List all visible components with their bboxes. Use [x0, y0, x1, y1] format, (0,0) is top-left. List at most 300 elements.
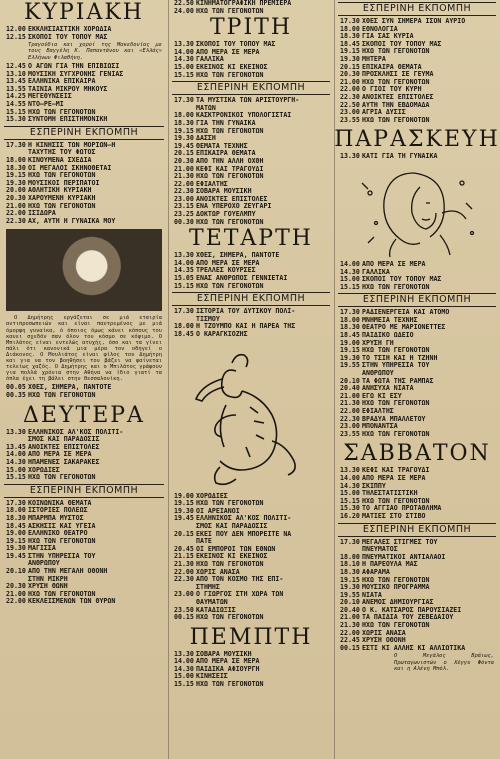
program-row	[174, 267, 330, 275]
program-title: Η ΤΖΟΥΜΠΟ ΚΑΙ Η ΠΑΡΕΑ ΤΗΣ	[196, 323, 296, 331]
program-time: 18.45	[340, 39, 360, 48]
program-title: ΣΤΗΝ ΥΠΗΡΕΣΙΑ ΤΟΥ	[362, 362, 430, 370]
program-time: 20.15	[174, 149, 194, 158]
program-title: ΕΦΙΑΛΤΗΣ	[362, 408, 394, 415]
program-title: ΕΦΙΑΛΤΗΣ	[196, 180, 228, 188]
program-title: ΙΣΤΟΡΙΕΣ ΠΟΛΕΩΣ	[28, 507, 88, 515]
program-row	[6, 576, 164, 584]
program-title: ΗΧΩ ΤΩΝ ΓΕΓΟΝΟΤΩΝ	[196, 218, 264, 226]
program-time: 15.15	[6, 107, 26, 116]
program-title: ΑΠΟ ΜΕΡΑ ΣΕ ΜΕΡΑ	[28, 451, 92, 459]
program-title: ΑΠΟ ΜΕΡΑ ΣΕ ΜΕΡΑ	[196, 658, 260, 666]
program-title: ΗΧΩ ΤΩΝ ΓΕΓΟΝΟΤΩΝ	[196, 127, 264, 135]
program-time: 21.30	[340, 621, 360, 630]
program-time: 13.30	[340, 466, 360, 475]
program-time: 17.30	[340, 308, 360, 317]
program-row	[340, 324, 496, 332]
program-time: 21.30	[174, 559, 194, 568]
day-title-tetarti: ΤΕΤΑΡΤΗ	[189, 226, 313, 252]
program-time: 20.40	[340, 384, 360, 393]
program-title: ΓΙΑ ΣΑΣ ΚΥΡΙΑ	[362, 33, 414, 41]
program-time: 15.05	[174, 274, 194, 283]
program-title: ΑΠΟ ΜΕΡΑ ΣΕ ΜΕΡΑ	[362, 260, 426, 268]
program-row	[174, 666, 330, 674]
program-time: 20.15	[174, 529, 194, 538]
program-time: 15.15	[174, 70, 194, 79]
program-title: ΕΚΕΙΝΟΣ ΚΙ ΕΚΕΙΝΟΣ	[196, 63, 268, 71]
program-title: ΤΑ ΦΩΤΑ ΤΗΣ ΡΑΜΠΑΣ	[362, 377, 434, 385]
program-time: 20.10	[6, 567, 26, 576]
program-title: ΕΚΕΙΝΟΣ ΚΙ ΕΚΕΙΝΟΣ	[196, 553, 268, 561]
program-row	[6, 93, 164, 101]
program-title: ΧΩΡΙΣ ΑΝΑΣΑ	[362, 629, 406, 637]
program-time: 14.35	[174, 266, 194, 275]
program-title: ΝΙΑΤΑ	[362, 591, 382, 599]
program-row	[174, 591, 330, 599]
program-row	[174, 599, 330, 607]
program-row	[340, 592, 496, 600]
program-row	[340, 584, 496, 592]
program-time: 14.25	[6, 92, 26, 101]
program-time: 21.00	[340, 77, 360, 86]
program-time: 19.15	[340, 575, 360, 584]
program-row	[174, 56, 330, 64]
program-title: ΗΧΩ ΤΩΝ ΓΕΓΟΝΟΤΩΝ	[28, 590, 96, 598]
evening-band: ΕΣΠΕΡΙΝΗ ΕΚΠΟΜΠΗ	[172, 292, 330, 306]
day-title-kyriaki: ΚΥΡΙΑΚΗ	[24, 0, 144, 25]
program-row	[340, 614, 496, 622]
woman-illustration	[342, 163, 492, 259]
program-row	[174, 173, 330, 181]
program-title: ΕΠΙΚΑΙΡΑ ΘΕΜΑΤΑ	[362, 63, 422, 71]
program-row	[340, 490, 496, 498]
program-title: ΗΧΩ ΤΩΝ ΓΕΓΟΝΟΤΩΝ	[196, 500, 264, 508]
program-title: ΜΟΥΣΙΚΟΙ ΠΕΡΙΠΑΤΟΙ	[28, 179, 100, 187]
program-title: ΤΗΛΕΣΤΑΤΙΣΤΙΚΗ	[362, 490, 418, 498]
program-title: ΟΙ ΕΜΠΟΡΟΙ ΤΩΝ ΕΘΝΩΝ	[196, 545, 276, 553]
program-row	[174, 188, 330, 196]
program-row	[6, 507, 164, 515]
evening-band: ΕΣΠΕΡΙΝΗ ΕΚΠΟΜΠΗ	[338, 523, 496, 537]
program-time: 17.30	[340, 17, 360, 25]
program-row	[340, 276, 496, 284]
program-title: ΤΑΧΥΤΗΣ ΤΟΥ ΦΩΤΟΣ	[28, 149, 96, 157]
program-time: 20.45	[174, 544, 194, 553]
program-title: ΤΑ ΜΥΣΤΙΚΑ ΤΩΝ ΑΡΙΣΤΟΥΡΓΗ-	[196, 97, 300, 105]
program-time: 20.40	[340, 605, 360, 614]
program-row	[340, 56, 496, 64]
program-time: 22.30	[174, 575, 194, 584]
program-row	[6, 218, 164, 226]
program-row	[174, 181, 330, 189]
program-time: 19.30	[6, 178, 26, 187]
program-row	[6, 444, 164, 452]
program-title: ΧΟΡΩΔΙΕΣ	[196, 492, 228, 500]
column-left	[0, 0, 168, 759]
program-row	[6, 101, 164, 109]
program-title: Ο ΑΓΩΝ ΓΙΑ ΤΗΝ ΕΠΙΒΙΩΣΙ	[28, 63, 120, 71]
program-title: ΕΝΑ ΥΠΕΡΟΧΟ ΖΕΥΓΑΡΙ	[196, 203, 272, 211]
program-title: ΗΧΩ ΤΩΝ ΓΕΓΟΝΟΤΩΝ	[362, 576, 430, 584]
program-title: ΕΛΛΗΝΙΚΟΣ ΑΛ'ΚΟΣ ΠΟΛΙΤΙ-	[196, 515, 292, 523]
program-row	[6, 560, 164, 568]
program-time: 20.10	[340, 376, 360, 385]
column-right	[334, 0, 500, 759]
program-time: 19.15	[6, 536, 26, 545]
program-time: 22.00	[6, 209, 26, 218]
program-row	[6, 34, 164, 42]
program-title: Ο Κ. ΚΑΤΣΑΡΟΣ ΠΑΡΟΥΣΙΑΖΕΙ	[362, 606, 462, 614]
program-row	[174, 196, 330, 204]
program-title: ΠΑΙΔΙΚΟ ΩΔΕΙΟ	[362, 332, 414, 340]
program-time: 18.00	[340, 24, 360, 33]
program-time: 18.00	[6, 156, 26, 165]
evening-band: ΕΣΠΕΡΙΝΗ ΕΚΠΟΜΠΗ	[338, 2, 496, 16]
program-row	[174, 681, 330, 689]
program-row	[340, 109, 496, 117]
program-time: 14.00	[174, 47, 194, 56]
program-time: 17.30	[6, 498, 26, 507]
program-time: 19.00	[6, 529, 26, 538]
tetarti-list-3	[168, 493, 334, 622]
program-title: ΕΣΤΙ ΚΙ ΑΛΛΗΣ ΚΙ ΑΛΛΙΩΤΙΚΑ	[362, 644, 466, 652]
program-row	[174, 673, 330, 681]
program-row	[340, 513, 496, 521]
program-title: ΣΜΟΣ ΚΑΙ ΠΑΡΑΔΟΣΙΣ	[28, 436, 100, 444]
program-title: ΤΡΕΛΛΕΣ ΚΟΥΡΣΕΣ	[196, 267, 256, 275]
program-row	[6, 530, 164, 538]
program-time: 13.10	[6, 69, 26, 78]
program-title: ΣΥΝΤΟΜΗ ΕΠΙΣΤΗΜΟΝΙΚΗ	[28, 116, 108, 124]
program-row	[6, 172, 164, 180]
program-row	[340, 498, 496, 506]
program-time: 22.30	[340, 92, 360, 101]
program-row	[340, 408, 496, 416]
program-time: 18.45	[174, 330, 194, 338]
program-time: 15.15	[174, 680, 194, 689]
program-row	[6, 149, 164, 157]
program-title: ΣΤΗΜΗΣ	[196, 583, 220, 591]
program-title: Ο ΚΑΡΑΓΚΙΟΖΗΣ	[196, 331, 248, 338]
program-row	[6, 180, 164, 188]
program-title: ΝΤΟ—ΡΕ—ΜΙ	[28, 101, 64, 109]
program-time: 18.30	[6, 163, 26, 172]
program-row	[174, 8, 330, 16]
program-time: 21.00	[6, 589, 26, 598]
program-time: 19.00	[174, 491, 194, 500]
program-row	[340, 332, 496, 340]
paraskevi-list	[334, 153, 500, 161]
program-row	[340, 309, 496, 317]
program-title: ΚΑΣΚΤΡΟΝΙΚΟΙ ΥΠΟΛΟΓΙΣΤΑΙ	[196, 112, 292, 120]
kyriaki-list-2	[0, 63, 168, 124]
program-row	[174, 651, 330, 659]
program-time: 14.55	[6, 100, 26, 109]
program-time: 14.30	[174, 55, 194, 64]
program-row	[6, 568, 164, 576]
program-row	[6, 142, 164, 150]
program-time: 14.00	[6, 450, 26, 459]
day-title-pempti: ΠΕΜΠΤΗ	[189, 624, 313, 650]
program-title: ΕΓΩ ΚΙ ΕΣΥ	[362, 392, 402, 400]
program-row	[340, 378, 496, 386]
program-row	[174, 143, 330, 151]
program-row	[174, 64, 330, 72]
program-title: ΣΚΙΠΠΥ	[362, 482, 386, 490]
program-row	[340, 102, 496, 110]
program-title: ΚΑΤΑΔΙΩΞΙΣ	[196, 606, 236, 614]
program-title: ΜΕΓΑΛΕΣ ΣΤΙΓΜΕΣ ΤΟΥ	[362, 538, 438, 546]
program-row	[174, 508, 330, 516]
program-time: 15.00	[174, 672, 194, 681]
program-time: 12.00	[6, 25, 26, 33]
program-row	[340, 569, 496, 577]
program-row	[174, 538, 330, 546]
program-title: ΣΚΟΠΟΙ ΤΟΥ ΤΟΠΟΥ ΜΑΣ	[362, 276, 442, 284]
program-time: 19.30	[340, 583, 360, 592]
program-row	[340, 539, 496, 547]
program-title: ΗΧΩ ΤΩΝ ΓΕΓΟΝΟΤΩΝ	[28, 474, 96, 482]
program-title: ΤΑ ΠΑΙΔΙΑ ΤΟΥ ΖΕΒΕΔΑΙΟΥ	[362, 614, 454, 622]
program-title: Ο ΓΙΩΡΓΟΣ ΣΤΗ ΧΩΡΑ ΤΩΝ	[196, 591, 284, 599]
program-title: ΗΧΩ ΤΩΝ ΓΕΓΟΝΟΤΩΝ	[28, 391, 96, 399]
program-row	[340, 86, 496, 94]
program-row	[340, 561, 496, 569]
program-time: 19.15	[6, 171, 26, 180]
program-title: ΚΑΤΙ ΓΙΑ ΤΗ ΓΥΝΑΙΚΑ	[362, 153, 438, 161]
program-row	[340, 467, 496, 475]
program-row	[6, 384, 164, 392]
photo-caption: Ο Μεγάλος Βράιως, Πρωταγωνιστών ο Χέγγυ Φόντα και η Αλένη Μπόλ.	[394, 653, 494, 673]
program-time: 19.00	[340, 338, 360, 347]
program-title: ΗΧΩ ΤΩΝ ΓΕΓΟΝΟΤΩΝ	[28, 202, 96, 210]
program-row	[340, 622, 496, 630]
program-title: ΤΙΣΜΟΥ	[196, 315, 220, 323]
program-row	[174, 252, 330, 260]
program-title: ΗΧΩ ΤΩΝ ΓΕΓΟΝΟΤΩΝ	[28, 537, 96, 545]
program-time: 20.30	[6, 582, 26, 591]
program-title: ΑΠΟ ΤΟΝ ΚΟΣΜΟ ΤΗΣ ΕΠΙ-	[196, 576, 284, 584]
program-title: ΜΑΓΙΣΣΑ	[28, 545, 56, 553]
program-title: ΗΧΩ ΤΩΝ ΓΕΓΟΝΟΤΩΝ	[28, 172, 96, 180]
program-title: ΗΧΩ ΤΩΝ ΓΕΓΟΝΟΤΩΝ	[362, 116, 430, 124]
program-row	[174, 0, 330, 8]
program-row	[174, 515, 330, 523]
program-row	[174, 316, 330, 324]
program-title: ΑΠΟ ΜΕΡΑ ΣΕ ΜΕΡΑ	[196, 48, 260, 56]
program-time: 00.05	[6, 383, 26, 392]
program-row	[6, 210, 164, 218]
program-time: 15.30	[6, 115, 26, 124]
triti-pre-list	[168, 0, 334, 15]
program-title: ΣΚΟΠΟΙ ΤΟΥ ΤΟΠΟΥ ΜΑΣ	[362, 40, 442, 48]
program-title: ΗΧΩ ΤΩΝ ΓΕΓΟΝΟΤΩΝ	[362, 430, 430, 438]
program-row	[174, 158, 330, 166]
program-title: ΚΕΦΙ ΚΑΙ ΤΡΑΓΟΥΔΙ	[196, 165, 264, 173]
program-row	[174, 203, 330, 211]
program-row	[340, 577, 496, 585]
program-title: ΗΧΩ ΤΩΝ ΓΕΓΟΝΟΤΩΝ	[196, 7, 264, 15]
program-time: 19.55	[340, 590, 360, 599]
program-row	[340, 79, 496, 87]
program-time: 18.30	[340, 567, 360, 576]
program-title: ΡΑΔΙΕΝΕΡΓΕΙΑ ΚΑΙ ΑΤΟΜΟ	[362, 309, 450, 317]
program-row	[174, 500, 330, 508]
program-time: 13.30	[174, 251, 194, 260]
program-row	[340, 347, 496, 355]
program-title: ΣΜΟΣ ΚΑΙ ΠΑΡΑΔΟΣΙΣ	[196, 522, 268, 530]
program-time: 20.15	[340, 62, 360, 71]
program-row	[340, 261, 496, 269]
program-row	[340, 385, 496, 393]
pempti-pm-list	[334, 18, 500, 124]
program-time: 14.30	[340, 481, 360, 490]
program-time: 15.00	[340, 489, 360, 498]
program-title: ΑΧ, ΑΥΤΗ Η ΓΥΝΑΙΚΑ ΜΟΥ	[28, 217, 116, 225]
program-title: ΗΧΩ ΤΩΝ ΓΕΓΟΝΟΤΩΝ	[362, 497, 430, 505]
program-row	[6, 598, 164, 606]
program-time: 15.15	[174, 281, 194, 290]
program-row	[6, 451, 164, 459]
program-row	[6, 591, 164, 599]
program-title: ΑΝΗΣΥΧΑ ΝΙΑΤΑ	[362, 385, 414, 393]
program-row	[174, 531, 330, 539]
program-time: 21.00	[6, 201, 26, 210]
program-title: ΒΡΑΔΥΑ ΜΠΑΛΛΕΤΟΥ	[362, 415, 426, 423]
program-title: ΤΟ ΤΣΙΗ ΚΑΙ Η ΤΖΗΝΗ	[362, 354, 438, 362]
program-time: 13.30	[340, 152, 360, 161]
program-time: 21.00	[174, 164, 194, 173]
program-time: 18.00	[6, 506, 26, 515]
program-row	[6, 187, 164, 195]
program-row	[340, 284, 496, 292]
program-row	[174, 275, 330, 283]
program-time: 19.15	[174, 126, 194, 135]
program-row	[6, 109, 164, 117]
program-row	[6, 500, 164, 508]
program-time: 19.55	[340, 361, 360, 370]
program-row	[340, 18, 496, 26]
program-time: 18.00	[174, 111, 194, 120]
program-title: ΣΟΒΑΡΑ ΜΟΥΣΙΚΗ	[196, 188, 252, 196]
program-title: ΕΚΚΛΗΣΙΑΣΤΙΚΗ ΧΟΡΩΔΙΑ	[28, 26, 112, 33]
program-row	[6, 392, 164, 400]
program-time: 17.30	[174, 96, 194, 105]
program-time: 12.45	[6, 62, 26, 71]
program-row	[340, 475, 496, 483]
program-title: ΜΠΟΝΑΝΤΣΑ	[362, 423, 398, 431]
program-row	[340, 483, 496, 491]
program-row	[6, 515, 164, 523]
program-title: ΜΕΓΕΘΥΝΣΕΙΣ	[28, 93, 72, 101]
program-time: 22.50	[174, 0, 194, 7]
program-title: ΚΙΝΟΥΜΕΝΑ ΣΧΕΔΙΑ	[28, 157, 92, 165]
program-time: 22.45	[340, 636, 360, 645]
program-row	[174, 658, 330, 666]
program-row	[174, 331, 330, 339]
program-title: ΑΝΕΜΟΣ ΔΗΜΙΟΥΡΓΙΑΣ	[362, 599, 434, 607]
program-title: ΚΕΚΛΕΙΣΜΕΝΩΝ ΤΩΝ ΘΥΡΩΝ	[28, 598, 116, 606]
program-title: ΕΠΙΚΑΙΡΑ ΘΕΜΑΤΑ	[196, 150, 256, 158]
program-row	[6, 195, 164, 203]
program-title: ΣΤΗΝ ΜΙΚΡΗ	[28, 575, 68, 583]
program-time: 24.00	[174, 6, 194, 15]
program-title: ΑΘΛΗΤΙΚΗ ΚΥΡΙΑΚΗ	[28, 187, 92, 195]
program-row	[340, 400, 496, 408]
program-title: ΘΕΜΑΤΑ ΤΕΧΝΗΣ	[196, 142, 248, 150]
program-time: 22.30	[174, 187, 194, 196]
program-title: ΤΑΙΝΙΑ ΜΙΚΡΟΥ ΜΗΚΟΥΣ	[28, 85, 108, 93]
program-row	[6, 523, 164, 531]
program-time: 23.55	[340, 115, 360, 124]
program-time: 21.30	[174, 172, 194, 181]
program-row	[340, 599, 496, 607]
program-time: 19.45	[174, 141, 194, 150]
program-row	[174, 135, 330, 143]
program-time: 22.00	[340, 85, 360, 94]
program-time: 19.30	[174, 506, 194, 515]
program-row	[174, 112, 330, 120]
program-title: ΗΧΩ ΤΩΝ ΓΕΓΟΝΟΤΩΝ	[196, 681, 264, 689]
program-title: ΧΡΥΣΗ ΓΗ	[362, 339, 394, 347]
program-time: 23.00	[340, 108, 360, 117]
day-title-deftera: ΔΕΥΤΕΡΑ	[23, 402, 145, 428]
program-time: 15.00	[174, 62, 194, 71]
program-row	[340, 546, 496, 554]
triti-list	[168, 41, 334, 79]
program-title: ΕΛΛΗΝΙΚΟ ΘΕΑΤΡΟ	[28, 530, 88, 538]
day-title-savvaton: ΣΑΒΒΑΤΟΝ	[343, 441, 491, 467]
program-row	[174, 97, 330, 105]
program-time: 13.55	[6, 84, 26, 93]
program-row	[174, 49, 330, 57]
program-title: ΑΠΟ ΜΕΡΑ ΣΕ ΜΕΡΑ	[362, 474, 426, 482]
program-time: 12.15	[6, 32, 26, 41]
program-title: ΗΧΩ ΤΩΝ ΓΕΓΟΝΟΤΩΝ	[362, 283, 430, 291]
program-title: ΜΑΤΙΕΣ ΣΤΟ ΣΤΙΒΟ	[362, 512, 426, 520]
program-row	[6, 71, 164, 79]
program-title: ΙΣΤΟΡΙΑ ΤΟΥ ΔΥΤΙΚΟΥ ΠΟΛΙ-	[196, 308, 296, 316]
program-row	[340, 505, 496, 513]
program-row	[340, 26, 496, 34]
program-time: 19.30	[6, 544, 26, 553]
program-time: 22.00	[340, 628, 360, 637]
program-time: 00.30	[174, 217, 194, 226]
triti-list-2	[168, 97, 334, 226]
savvaton-list	[334, 467, 500, 520]
column-middle	[168, 0, 334, 759]
program-time: 19.15	[340, 47, 360, 56]
program-row	[174, 260, 330, 268]
program-time: 22.30	[340, 414, 360, 423]
program-row	[6, 429, 164, 437]
program-title: ΜΝΗΜΕΙΑ ΤΕΧΝΗΣ	[362, 316, 418, 324]
program-row	[340, 48, 496, 56]
kyriaki-desc: Τραγούδια και χοροί της Μακεδονίας με τους Βαγγέλη Κ. Παπαντάνου και «Ελλάς» Ελλήνων Φιλαθήνη.	[28, 42, 162, 61]
program-title: ΗΧΩ ΤΩΝ ΓΕΓΟΝΟΤΩΝ	[362, 622, 430, 630]
program-title: ΧΑΡΟΥΜΕΝΗ ΚΥΡΙΑΚΗ	[28, 194, 96, 202]
program-row	[340, 370, 496, 378]
program-title: ΕΝΑΣ ΑΝΘΡΩΠΟΣ ΓΕΝΝΙΕΤΑΙ	[196, 275, 288, 283]
program-time: 14.30	[174, 664, 194, 673]
program-time: 14.00	[174, 657, 194, 666]
program-row	[6, 116, 164, 124]
program-row	[174, 211, 330, 219]
evening-band: ΕΣΠΕΡΙΝΗ ΕΚΠΟΜΠΗ	[4, 484, 164, 498]
program-time: 15.15	[6, 473, 26, 482]
program-row	[174, 584, 330, 592]
program-time: 21.00	[340, 613, 360, 622]
